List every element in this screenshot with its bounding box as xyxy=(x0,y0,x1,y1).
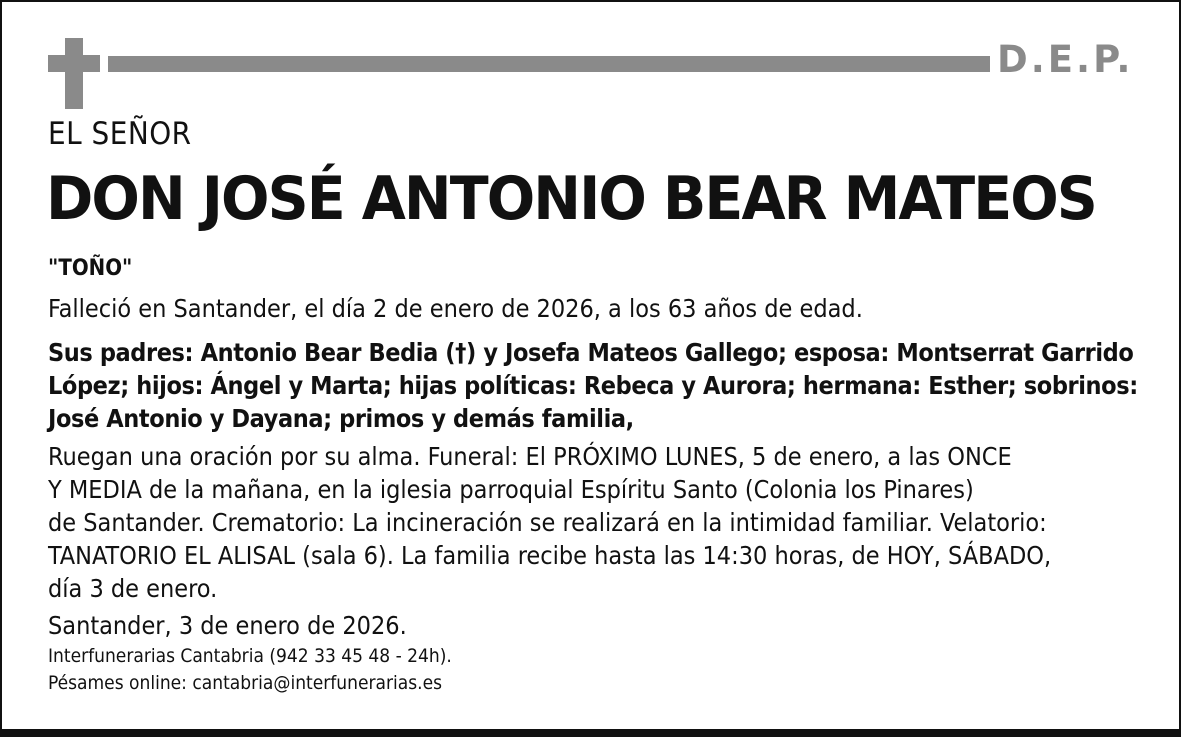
online-condolences: Pésames online: cantabria@interfunerarias.es xyxy=(48,672,442,694)
deceased-name: DON JOSÉ ANTONIO BEAR MATEOS xyxy=(46,164,1096,234)
place-date: Santander, 3 de enero de 2026. xyxy=(48,611,407,640)
funeral-agency: Interfunerarias Cantabria (942 33 45 48 - 24h). xyxy=(48,645,452,667)
funeral-details xyxy=(48,440,1148,605)
death-announcement: Falleció en Santander, el día 2 de enero de 2026, a los 63 años de edad. xyxy=(48,294,863,323)
family-line: Sus padres: Antonio Bear Bedia (†) y Josefa Mateos Gallego; esposa: Montserrat Garrido xyxy=(48,338,1134,367)
family-list xyxy=(48,336,1148,435)
cross-icon-arm xyxy=(48,55,100,72)
title-prefix: EL SEÑOR xyxy=(48,116,192,152)
header-rule xyxy=(108,56,990,72)
family-line: José Antonio y Dayana; primos y demás familia, xyxy=(48,404,634,433)
funeral-line: Ruegan una oración por su alma. Funeral: El PRÓXIMO LUNES, 5 de enero, a las ONCE xyxy=(48,442,1012,471)
funeral-line: de Santander. Crematorio: La incineración se realizará en la intimidad familiar. Velatorio: xyxy=(48,508,1047,537)
funeral-line: día 3 de enero. xyxy=(48,574,218,603)
cross-icon xyxy=(65,38,83,109)
dep-heading: D.E.P. xyxy=(997,38,1134,81)
funeral-line: Y MEDIA de la mañana, en la iglesia parroquial Espíritu Santo (Colonia los Pinares) xyxy=(48,475,974,504)
deceased-alias: "TOÑO" xyxy=(48,256,133,281)
family-line: López; hijos: Ángel y Marta; hijas políticas: Rebeca y Aurora; hermana: Esther; sobrinos: xyxy=(48,371,1138,400)
funeral-line: TANATORIO EL ALISAL (sala 6). La familia recibe hasta las 14:30 horas, de HOY, SÁBADO, xyxy=(48,541,1052,570)
